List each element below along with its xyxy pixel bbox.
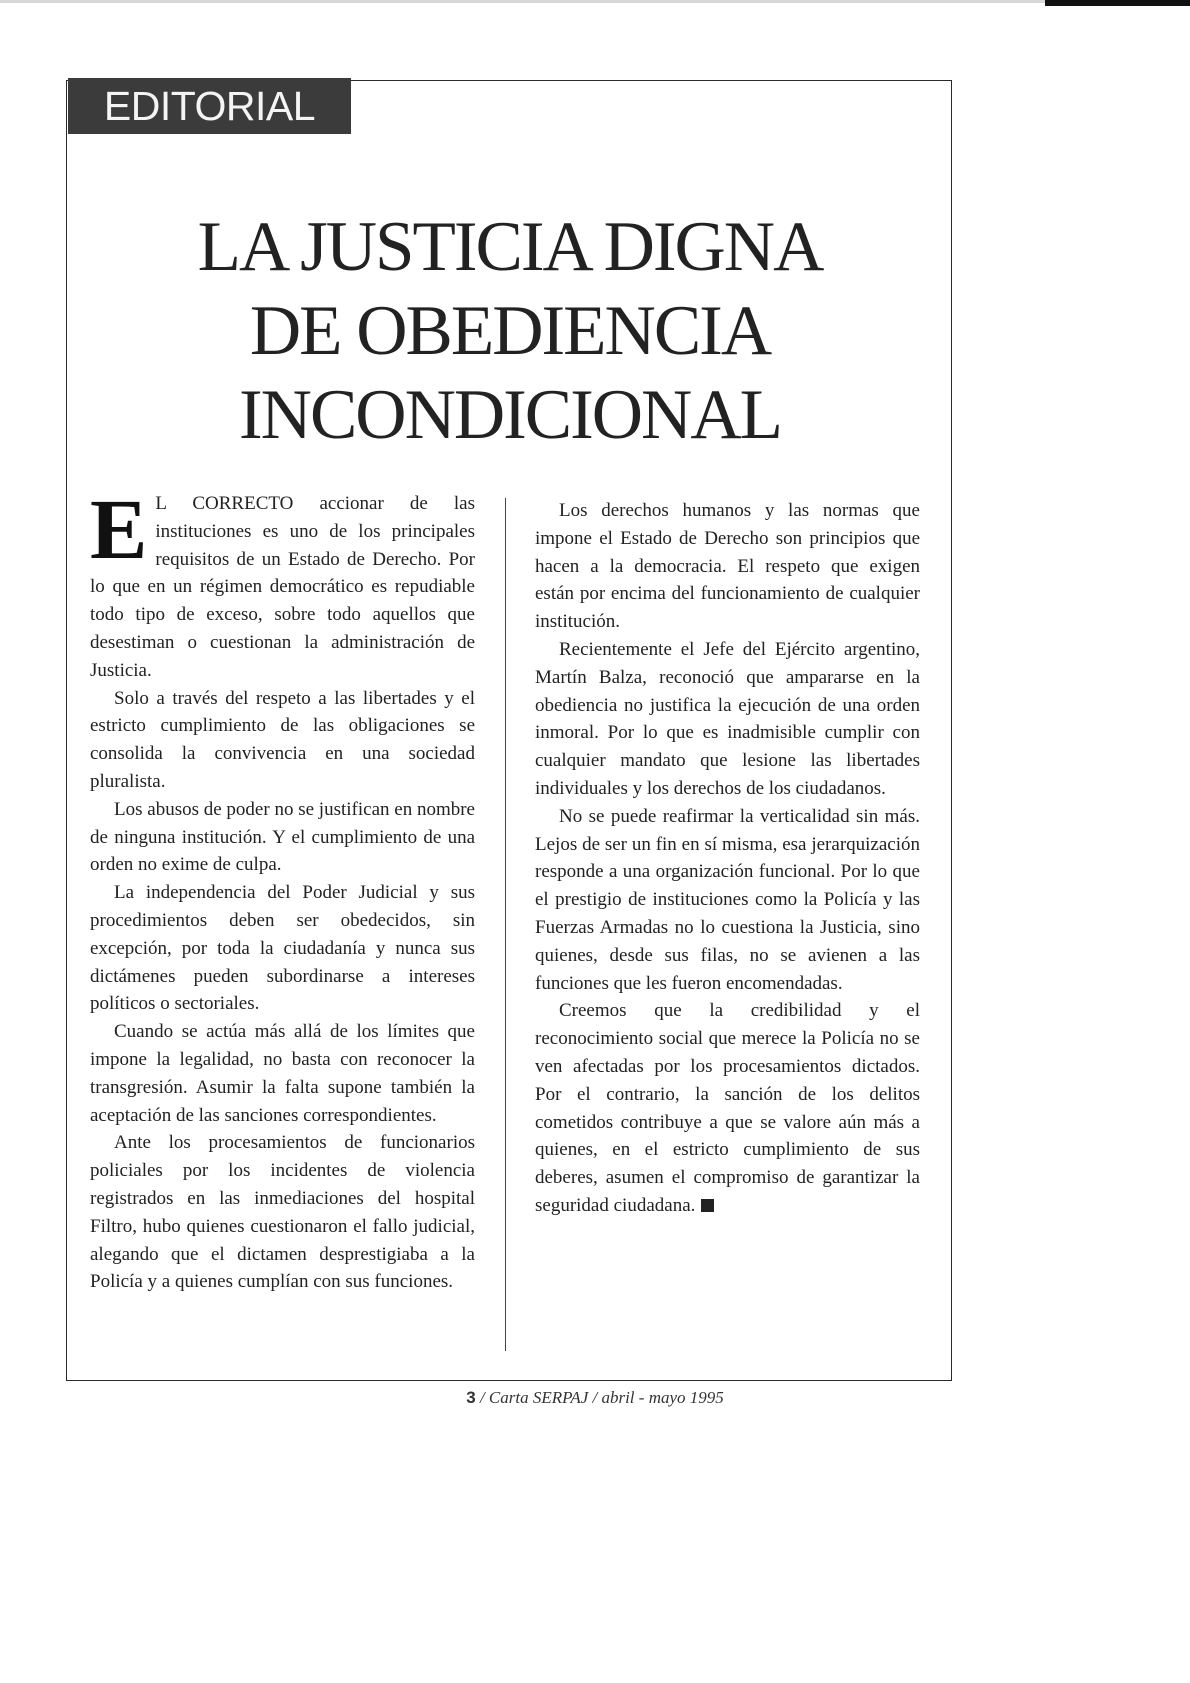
page-footer: [0, 1388, 1190, 1408]
article-title: [90, 205, 930, 457]
paragraph: Los abusos de poder no se justifican en nombre de ninguna institución. Y el cumplimiento de una orden no exime de culpa.: [90, 798, 475, 876]
paragraph: Recientemente el Jefe del Ejército argentino, Martín Balza, reconoció que ampararse en la obediencia no justifica la ejecución de una orden inmoral. Por lo que es inadmisible cumplir con cualquier mandato que lesione las libertades individuales y los derechos de los ciudadanos.: [535, 638, 920, 799]
paragraph: La independencia del Poder Judicial y sus procedimientos deben ser obedecidos, sin excepción, por toda la ciudadanía y nunca sus dictámenes pueden subordinarse a intereses políticos o sectoriales.: [90, 882, 475, 1015]
right-column: [535, 497, 920, 1220]
paragraph: No se puede reafirmar la verticalidad sin más. Lejos de ser un fin en sí misma, esa jerarquización responde a una organización funcional. Por lo que el prestigio de instituciones como la Policía y las Fuerzas Armadas no lo cuestiona la Justicia, sino quienes, desde sus filas, no se avienen a las funciones que les fueron encomendadas.: [535, 805, 920, 994]
paragraph: [535, 997, 920, 1219]
left-column: [90, 481, 475, 1296]
paragraph-text: L CORRECTO accionar de las instituciones es uno de los principales requisitos de un Estado de Derecho. Por lo que en un régimen democrático es repudiable todo tipo de exceso, sobre todo aquellos que desestiman o cuestionan la administración de Justicia.: [90, 493, 475, 681]
section-tag: EDITORIAL: [68, 78, 351, 134]
column-divider: [505, 498, 506, 1351]
title-line-3: INCONDICIONAL: [239, 376, 781, 454]
paragraph: Solo a través del respeto a las libertades y el estricto cumplimiento de las obligaciones se consolida la convivencia en una sociedad pluralista.: [90, 687, 475, 792]
paragraph-text: Creemos que la credibilidad y el reconocimiento social que merece la Policía no se ven afectadas por los procesamientos dictados. Por el contrario, la sanción de los delitos cometidos contribuye a que se valore aún más a quienes, en el estricto cumplimiento de sus deberes, asumen el compromiso de garantizar la seguridad ciudadana.: [535, 1000, 920, 1216]
drop-cap: E: [90, 481, 148, 577]
paragraph: Cuando se actúa más allá de los límites que impone la legalidad, no basta con reconocer la transgresión. Asumir la falta supone también la aceptación de las sanciones correspondientes.: [90, 1021, 475, 1126]
scan-edge-mark: [1045, 0, 1190, 6]
title-line-1: LA JUSTICIA DIGNA: [197, 208, 823, 286]
title-line-2: DE OBEDIENCIA: [249, 292, 771, 370]
end-mark-icon: [701, 1199, 714, 1212]
paragraph: [90, 481, 475, 685]
paragraph: Ante los procesamientos de funcionarios policiales por los incidentes de violencia registrados en las inmediaciones del hospital Filtro, hubo quienes cuestionaron el fallo judicial, alegando que el dictamen desprestigiaba a la Policía y a quienes cumplían con sus funciones.: [90, 1132, 475, 1293]
page-number: 3: [466, 1388, 476, 1407]
publication-info: / Carta SERPAJ / abril - mayo 1995: [479, 1388, 724, 1407]
paragraph: Los derechos humanos y las normas que impone el Estado de Derecho son principios que hacen a la democracia. El respeto que exigen están por encima del funcionamiento de cualquier institución.: [535, 500, 920, 633]
page-top-edge: [0, 0, 1190, 3]
